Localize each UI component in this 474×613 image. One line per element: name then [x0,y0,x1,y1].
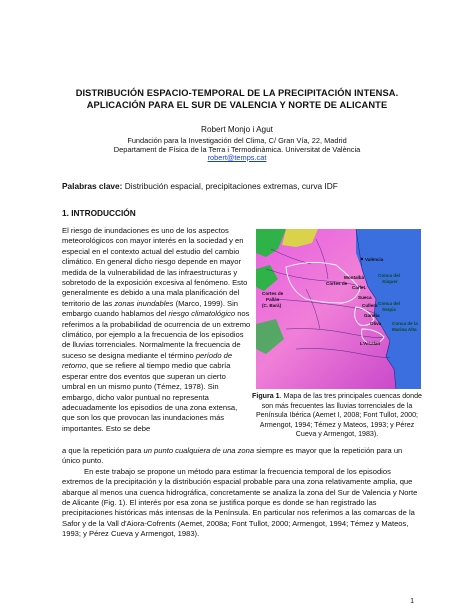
map-label-cullera: Cullera [362,303,378,308]
text-span: nos referimos a la probabilidad de ocurrencia de un extremo climático, por ejemplo a la frecuencia de los episodios de lluvias torrenciales. Normalmente la frecuencia de suceso se designa mediante el término [62,309,251,360]
map-label-marina-2: Marina Alta [392,327,417,332]
map-label-valencia: València [365,257,384,262]
map-label-serpis-2: Serpis [382,307,397,312]
keywords-label: Palabras clave: [62,181,123,191]
map-label-cortes-2: Pallás [266,297,280,302]
text-span: (Marco, 1999). Sin embargo cuando hablamos del [62,298,239,319]
affiliation-1: Fundación para la Investigación del Clima, C/ Gran Vía, 22, Madrid [127,136,347,145]
italic-term: zonas inundables [114,298,174,308]
text-span: El riesgo de inundaciones es uno de los aspectos meteorológicos con mayor interés en la sociedad y en especial en el contexto actual del estudio del cambio climático. En general dicho riesgo depende en mayor medida de la vulnerabilidad de las infraestructuras y sobretodo de la exposición excesiva al fenómeno. Esto generalmente es debido a una mala planificación del territorio de las [62,226,248,308]
intro-bottom-text [62,446,422,540]
map-label-cortes-town: Cortes de [326,281,348,286]
intro-left-column [62,226,251,434]
author-name: Robert Monjo i Agut [201,125,273,134]
map-label-xuquer-2: Xúquer [382,279,398,284]
map-label-sueca: Sueca [358,295,372,300]
caption-label: Figura 1 [252,392,280,400]
keywords-text: Distribución espacial, precipitaciones extremas, curva IDF [124,181,338,191]
map-label-marina-1: Conca de la [392,321,418,326]
intro-paragraph [62,226,251,434]
map-label-oliva: Oliva [370,321,382,326]
title-line-1: DISTRIBUCIÓN ESPACIO-TEMPORAL DE LA PRECIPITACIÓN INTENSA. [75,88,399,98]
map-label-cortes-1: Cortes de [262,291,284,296]
keywords [62,181,338,191]
map-label-cortes-3: (C. Barà) [262,303,282,308]
intro-paragraph-2: En este trabajo se propone un método para estimar la frecuencia temporal de los episodios extremos de la precipitación y la distribución espacial probable para una zona relativamente amplia, que abarque al menos una cuenca hidrográfica, concretamente se analiza la zona del Sur de Valencia y Norte de Alicante (Fig. 1). El interés por esa zona se justifica porque es donde se han registrado las precipitaciones históricas más intensas de la Península. En particular nos referimos a las comarcas de la Safor y de la Vall d'Aiora-Cofrents (Aemet, 2008a; Font Tullot, 2000; Armengot, 1994; Témez y Mateos, 1993; y Pérez Cueva y Armengot, 1983). [62,466,418,539]
map-label-carlet: Carlet [352,285,366,290]
map-label-alcalali: L'Alcalalí [360,341,380,346]
map-label-xuquer-1: Conca del [378,273,400,278]
map-label-gandia: Gandia [364,313,380,318]
section-heading: 1. INTRODUCCIÓN [62,208,136,218]
caption-text: . Mapa de las tres principales cuencas donde son más frecuentes las lluvias torrenciales de la Península Ibérica (Aemet I, 2008; Font Tullot, 2000; Armengot, 1994; Témez y Mateos, 1993; y Pérez Cueva y Armengot, 1983). [255,392,422,439]
text-span: siempre es mayor que la repetición para un único punto. [62,446,403,466]
figure-map [256,229,421,389]
paper-title [40,87,434,111]
continuation-line [62,446,422,467]
map-point-valencia [361,258,363,260]
figure-caption [252,392,422,440]
page-number: 1 [410,598,414,605]
map-label-montalban: Montalbà [344,275,365,280]
text-span: , que se refiere al tiempo medio que cabría esperar entre dos eventos que superan un cierto umbral en un mismo punto (Témez, 1978). Sin embargo, dicho valor puntual no representa adecuadamente los episodios de una zona extensa, que son los que provocan las inundaciones más importantes. Esto se debe [62,361,238,433]
text-span: a que la repetición para [62,446,144,455]
italic-term: riesgo climatológico [168,309,236,319]
author-email [0,153,474,162]
italic-term: período de retorno [62,350,233,371]
map-svg [256,229,421,389]
map-label-serpis-1: Conca del [378,301,400,306]
email-link[interactable]: robert@temps.cat [207,153,267,162]
title-line-2: APLICACIÓN PARA EL SUR DE VALENCIA Y NORTE DE ALICANTE [86,100,388,110]
affiliation-2: Departament de Física de la Terra i Termodinàmica. Universitat de València [113,145,361,154]
italic-term: un punto cualquiera de una zona [143,446,255,455]
